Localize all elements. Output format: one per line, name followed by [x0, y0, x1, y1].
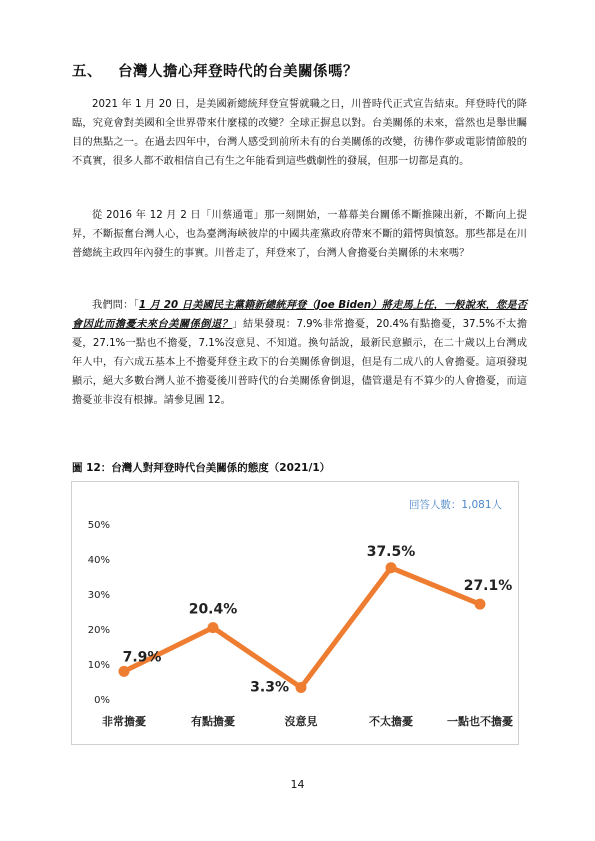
- data-point: [296, 682, 307, 693]
- y-tick-label: 10%: [87, 660, 110, 671]
- data-label: 3.3%: [250, 679, 289, 696]
- line-chart: [72, 482, 518, 744]
- respondent-count-annotation: 回答人數：1,081人: [408, 499, 502, 511]
- data-point: [119, 666, 130, 677]
- paragraph-3: [72, 296, 527, 410]
- x-category-label: 有點擔憂: [191, 715, 235, 728]
- x-category-label: 沒意見: [284, 715, 318, 728]
- data-point: [386, 562, 397, 573]
- y-tick-label: 30%: [87, 590, 110, 601]
- data-label: 20.4%: [188, 601, 238, 618]
- data-label: 7.9%: [122, 649, 162, 666]
- x-category-label: 一點也不擔憂: [447, 715, 513, 728]
- section-heading: [72, 60, 532, 81]
- data-label: 27.1%: [463, 578, 513, 595]
- section-title-text: 台灣人擔心拜登時代的台美關係嗎？: [118, 63, 358, 80]
- paragraph-2: 從 2016 年 12 月 2 日「川蔡通電」那一刻開始，一幕幕美台關係不斷推陳出新，不斷向上提昇，不斷振奮台灣人心，也為臺灣海峽彼岸的中國共產黨政府帶來不斷的錯愕與憤怒。那些都是在川普總統主政四年內發生的事實。川普走了，拜登來了，台灣人會擔憂台美關係的未來嗎？: [72, 210, 527, 259]
- x-category-label: 非常擔憂: [102, 715, 146, 728]
- survey-question: 1 月 20 日美國民主黨籍新總統拜登（Joe Biden）將走馬上任，一般說來，您是否會因此而擔憂未來台美關係倒退？: [72, 300, 527, 330]
- y-tick-label: 40%: [87, 555, 110, 566]
- chart-frame: [71, 481, 519, 745]
- series-line: [124, 568, 480, 688]
- x-category-label: 不太擔憂: [369, 715, 413, 728]
- paragraph-1: 2021 年 1 月 20 日，是美國新總統拜登宣誓就職之日，川普時代正式宣告結束。拜登時代的降臨，究竟會對美國和全世界帶來什麼樣的改變？全球正摒息以對。台美關係的未來，當然也是舉世矚目的焦點之一。在過去四年中，台灣人感受到前所未有的台美關係的改變，彷彿作夢或電影情節般的不真實，很多人都不敢相信自己有生之年能看到這些戲劇性的發展，但那一切都是真的。: [72, 99, 527, 167]
- data-point: [208, 622, 219, 633]
- data-point: [475, 599, 486, 610]
- section-number: 五、: [72, 63, 102, 80]
- y-tick-label: 0%: [94, 695, 110, 706]
- page-number: 14: [290, 778, 305, 791]
- y-tick-label: 50%: [87, 520, 110, 531]
- figure-caption: 圖 12：台灣人對拜登時代台美關係的態度（2021/1）: [72, 462, 331, 474]
- paragraph-3-rest: 」結果發現：7.9%非常擔憂，20.4%有點擔憂，37.5%不太擔憂，27.1%一點也不擔憂，7.1%沒意見、不知道。換句話說，最新民意顯示，在二十歲以上台灣成年人中，有六成五基本上不擔憂拜登主政下的台美關係會倒退，但是有二成八的人會擔憂。這項發現顯示，絕大多數台灣人並不擔憂後川普時代的台美關係會倒退，儘管還是有不算少的人會擔憂，而這擔憂並非沒有根據。請參見圖 12。: [72, 319, 528, 406]
- data-label: 37.5%: [366, 543, 416, 560]
- paragraph-3-lead: 我們問：「: [92, 300, 139, 311]
- y-tick-label: 20%: [87, 625, 110, 636]
